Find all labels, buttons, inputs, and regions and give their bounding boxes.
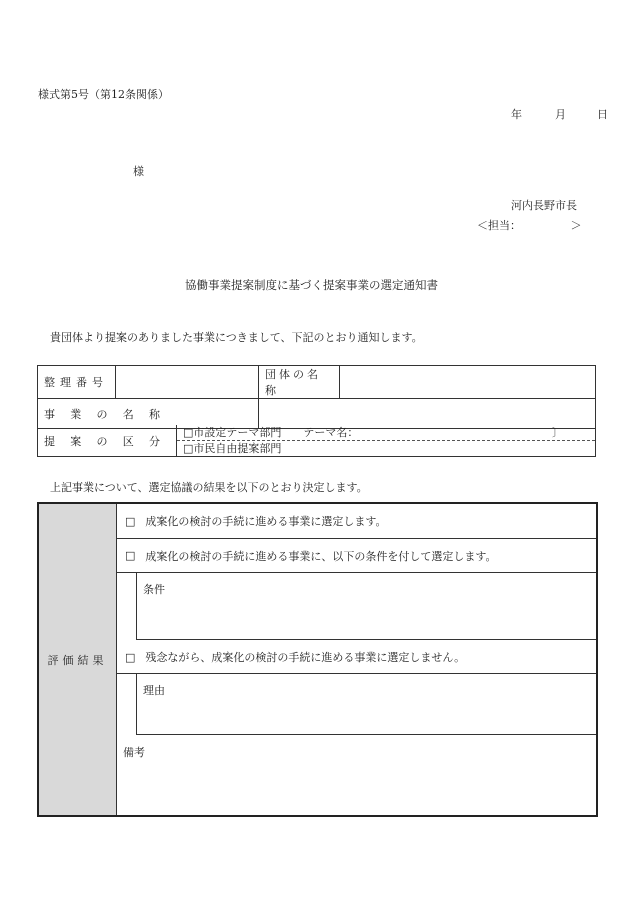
result-table [37,502,598,817]
date-year: 年 [511,108,522,121]
org-name-value[interactable] [340,366,596,399]
date-month: 月 [555,108,566,121]
result-option-conditional[interactable] [117,539,596,573]
category-label-cell [38,425,177,456]
date-line [511,106,608,122]
remarks-box[interactable] [117,736,596,815]
contact-person: ＜担当： ＞ [477,219,582,232]
result-side-label: 評価結果 [39,504,117,815]
form-number: 様式第5号（第12条関係） [38,88,169,101]
category-label: 提 案 の 区 分 [44,434,160,448]
project-name-value[interactable] [259,399,596,429]
org-name-label-cell [259,366,340,399]
conditions-box[interactable] [136,573,596,640]
ref-no-label: 整理番号 [44,376,108,389]
bracket-close: 〕 [552,426,563,439]
category-options [177,425,595,456]
ref-no-label-cell [38,366,116,399]
issuer-name: 河内長野市長 [511,199,577,212]
intro-text: 貴団体より提案のありました事業につきまして、下記のとおり通知します。 [50,331,423,344]
conditions-label: 条件 [143,583,165,596]
addressee-suffix: 様 [133,165,144,178]
result-option-conditional-text: 成案化の検討の手続に進める事業に、以下の条件を付して選定します。 [145,549,497,563]
checkbox-icon[interactable]: □ [125,650,136,664]
date-day: 日 [597,108,608,121]
remarks-label: 備考 [123,746,145,759]
result-intro-text: 上記事業について、選定協議の結果を以下のとおり決定します。 [50,481,368,494]
category-option-free[interactable]: □市民自由提案部門 [183,442,282,455]
checkbox-icon[interactable]: □ [125,549,136,562]
project-name-label: 事 業 の 名 称 [44,407,160,421]
result-option-reject[interactable] [117,641,596,674]
result-option-select-text: 成案化の検討の手続に進める事業に選定します。 [145,515,387,528]
result-option-reject-text: 残念ながら、成案化の検討の手続に進める事業に選定しません。 [145,651,466,664]
ref-no-value[interactable] [116,366,259,399]
org-name-label: 団体の名称 [265,368,321,397]
theme-name-label: テーマ名： [303,426,359,439]
document-title: 協働事業提案制度に基づく提案事業の選定通知書 [185,278,438,292]
project-name-label-cell [38,399,259,429]
category-option-theme[interactable]: □市設定テーマ部門 テーマ名： 〕 [177,425,595,441]
reason-box[interactable] [136,674,596,735]
result-option-select[interactable] [117,504,596,539]
info-table [37,365,596,429]
reason-label: 理由 [143,684,165,697]
checkbox-icon[interactable]: □ [125,514,136,528]
category-row [37,425,596,457]
